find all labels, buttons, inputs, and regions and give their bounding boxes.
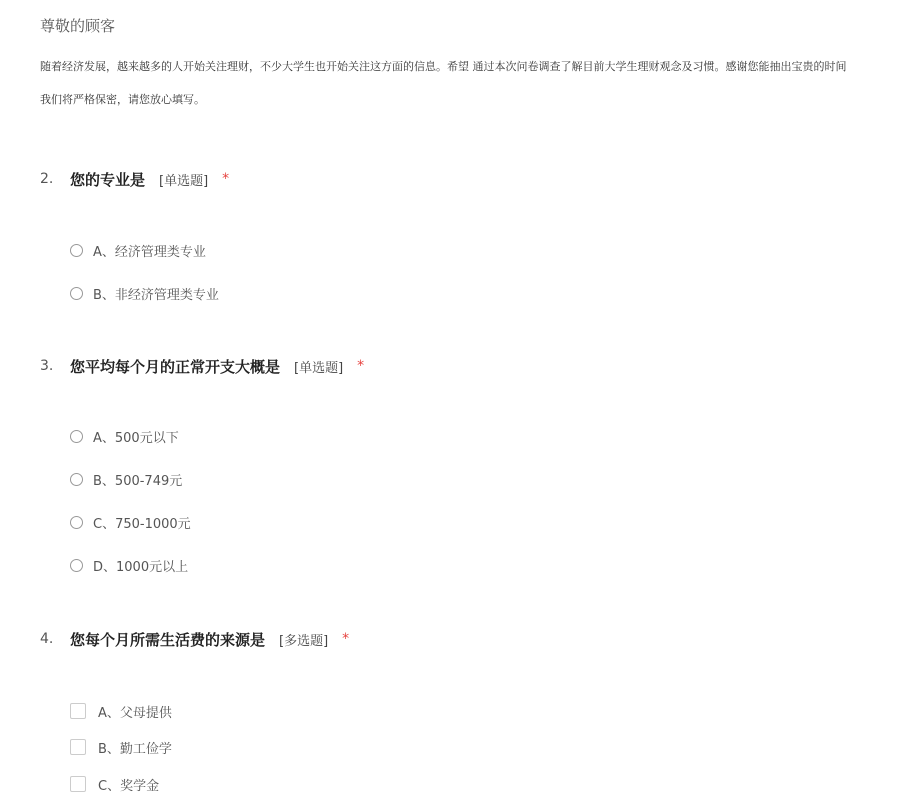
q4-option-c[interactable]: [70, 774, 159, 794]
question-2-header: [40, 168, 229, 190]
q3-option-c[interactable]: [70, 512, 191, 532]
option-label[interactable]: B、500-749元: [93, 473, 183, 489]
radio-button[interactable]: [70, 516, 83, 529]
question-type-tag: [多选题]: [279, 633, 329, 649]
option-label[interactable]: A、父母提供: [98, 705, 172, 721]
q3-option-d[interactable]: [70, 555, 188, 575]
question-number: 3.: [40, 358, 54, 374]
q4-option-b[interactable]: [70, 737, 172, 757]
intro-text-line2: 我们将严格保密，请您放心填写。: [40, 93, 205, 106]
radio-button[interactable]: [70, 287, 83, 300]
radio-button[interactable]: [70, 559, 83, 572]
question-title: 您每个月所需生活费的来源是: [70, 630, 266, 649]
q2-option-b[interactable]: [70, 283, 219, 303]
option-label[interactable]: D、1000元以上: [93, 559, 189, 575]
q3-option-b[interactable]: [70, 469, 182, 489]
question-number: 4.: [40, 631, 54, 647]
radio-button[interactable]: [70, 430, 83, 443]
option-label[interactable]: C、奖学金: [98, 778, 160, 794]
intro-text-line1: 随着经济发展，越来越多的人开始关注理财，不少大学生也开始关注这方面的信息。希望 通过本次问卷调查了解目前大学生理财观念及习惯。感谢您能抽出宝贵的时间: [40, 60, 847, 73]
question-title: 您的专业是: [70, 170, 146, 189]
question-4-header: [40, 628, 349, 650]
option-label[interactable]: B、勤工俭学: [98, 741, 172, 757]
question-number: 2.: [40, 171, 54, 187]
required-marker: *: [357, 358, 365, 374]
option-label[interactable]: A、500元以下: [93, 430, 179, 446]
question-title: 您平均每个月的正常开支大概是: [70, 357, 281, 376]
required-marker: *: [222, 171, 230, 187]
question-type-tag: [单选题]: [159, 173, 209, 189]
option-label[interactable]: C、750-1000元: [93, 516, 191, 532]
q3-option-a[interactable]: [70, 426, 179, 446]
q4-option-a[interactable]: [70, 701, 172, 721]
option-label[interactable]: A、经济管理类专业: [93, 244, 206, 260]
checkbox[interactable]: [70, 703, 86, 719]
radio-button[interactable]: [70, 473, 83, 486]
greeting-text: 尊敬的顾客: [40, 17, 116, 35]
checkbox[interactable]: [70, 776, 86, 792]
option-label[interactable]: B、非经济管理类专业: [93, 287, 219, 303]
question-3-header: [40, 355, 364, 377]
radio-button[interactable]: [70, 244, 83, 257]
required-marker: *: [342, 631, 350, 647]
q2-option-a[interactable]: [70, 240, 206, 260]
question-type-tag: [单选题]: [294, 360, 344, 376]
checkbox[interactable]: [70, 739, 86, 755]
